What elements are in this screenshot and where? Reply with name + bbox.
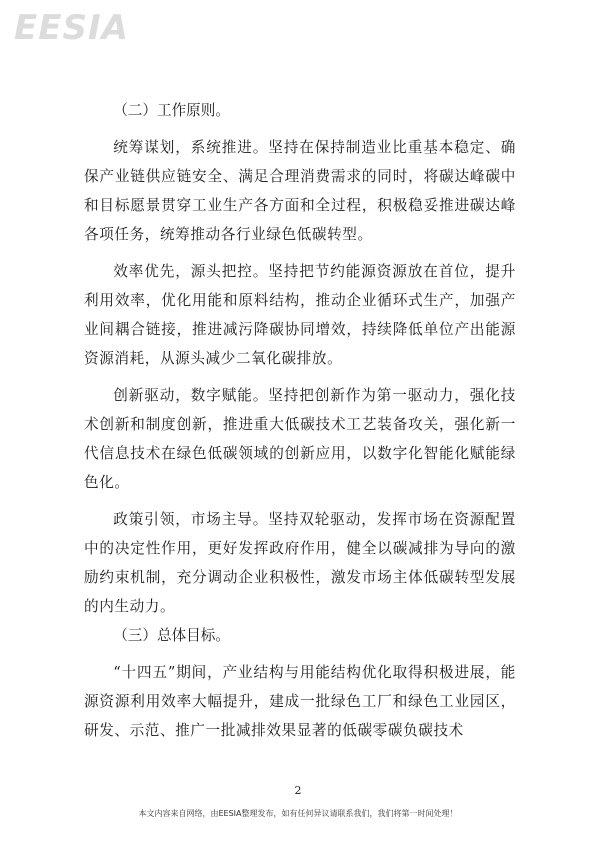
document-body xyxy=(84,96,516,745)
paragraph-principle-innovation: 创新驱动，数字赋能。坚持把创新作为第一驱动力，强化技术创新和制度创新，推进重大低碳技术工艺装备攻关，强化新一代信息技术在绿色低碳领域的创新应用，以数字化智能化赋能绿色化。 xyxy=(84,387,516,491)
paragraph-principle-efficiency: 效率优先，源头把控。坚持把节约能源资源放在首位，提升利用效率，优化用能和原料结构，推动企业循环式生产，加强产业间耦合链接，推进减污降碳协同增效，持续降低单位产出能源资源消耗，从源头减少二氧化碳排放。 xyxy=(84,263,516,367)
section-heading-overall-goals: （三）总体目标。 xyxy=(113,627,230,644)
paragraph-goals-14th-five-year: “十四五”期间，产业结构与用能结构优化取得积极进展，能源资源利用效率大幅提升，建成一批绿色工厂和绿色工业园区，研发、示范、推广一批减排效果显著的低碳零碳负碳技术 xyxy=(84,664,516,739)
paragraph-principle-policy: 政策引领，市场主导。坚持双轮驱动，发挥市场在资源配置中的决定性作用，更好发挥政府作用，健全以碳减排为导向的激励约束机制，充分调动企业积极性，激发市场主体低碳转型发展的内生动力。 xyxy=(84,511,516,615)
footer-disclaimer: 本文内容来自网络，由EESIA整理发布，如有任何异议请联系我们，我们将第一时间处理！ xyxy=(138,809,458,818)
section-heading-work-principles: （二）工作原则。 xyxy=(113,102,230,119)
page-number: 2 xyxy=(294,784,302,797)
eesia-logo: EESIA xyxy=(14,8,129,48)
paragraph-principle-overall-planning: 统筹谋划，系统推进。坚持在保持制造业比重基本稳定、确保产业链供应链安全、满足合理消费需求的同时，将碳达峰碳中和目标愿景贯穿工业生产各方面和全过程，积极稳妥推进碳达峰各项任务，统筹推动各行业绿色低碳转型。 xyxy=(84,139,516,243)
